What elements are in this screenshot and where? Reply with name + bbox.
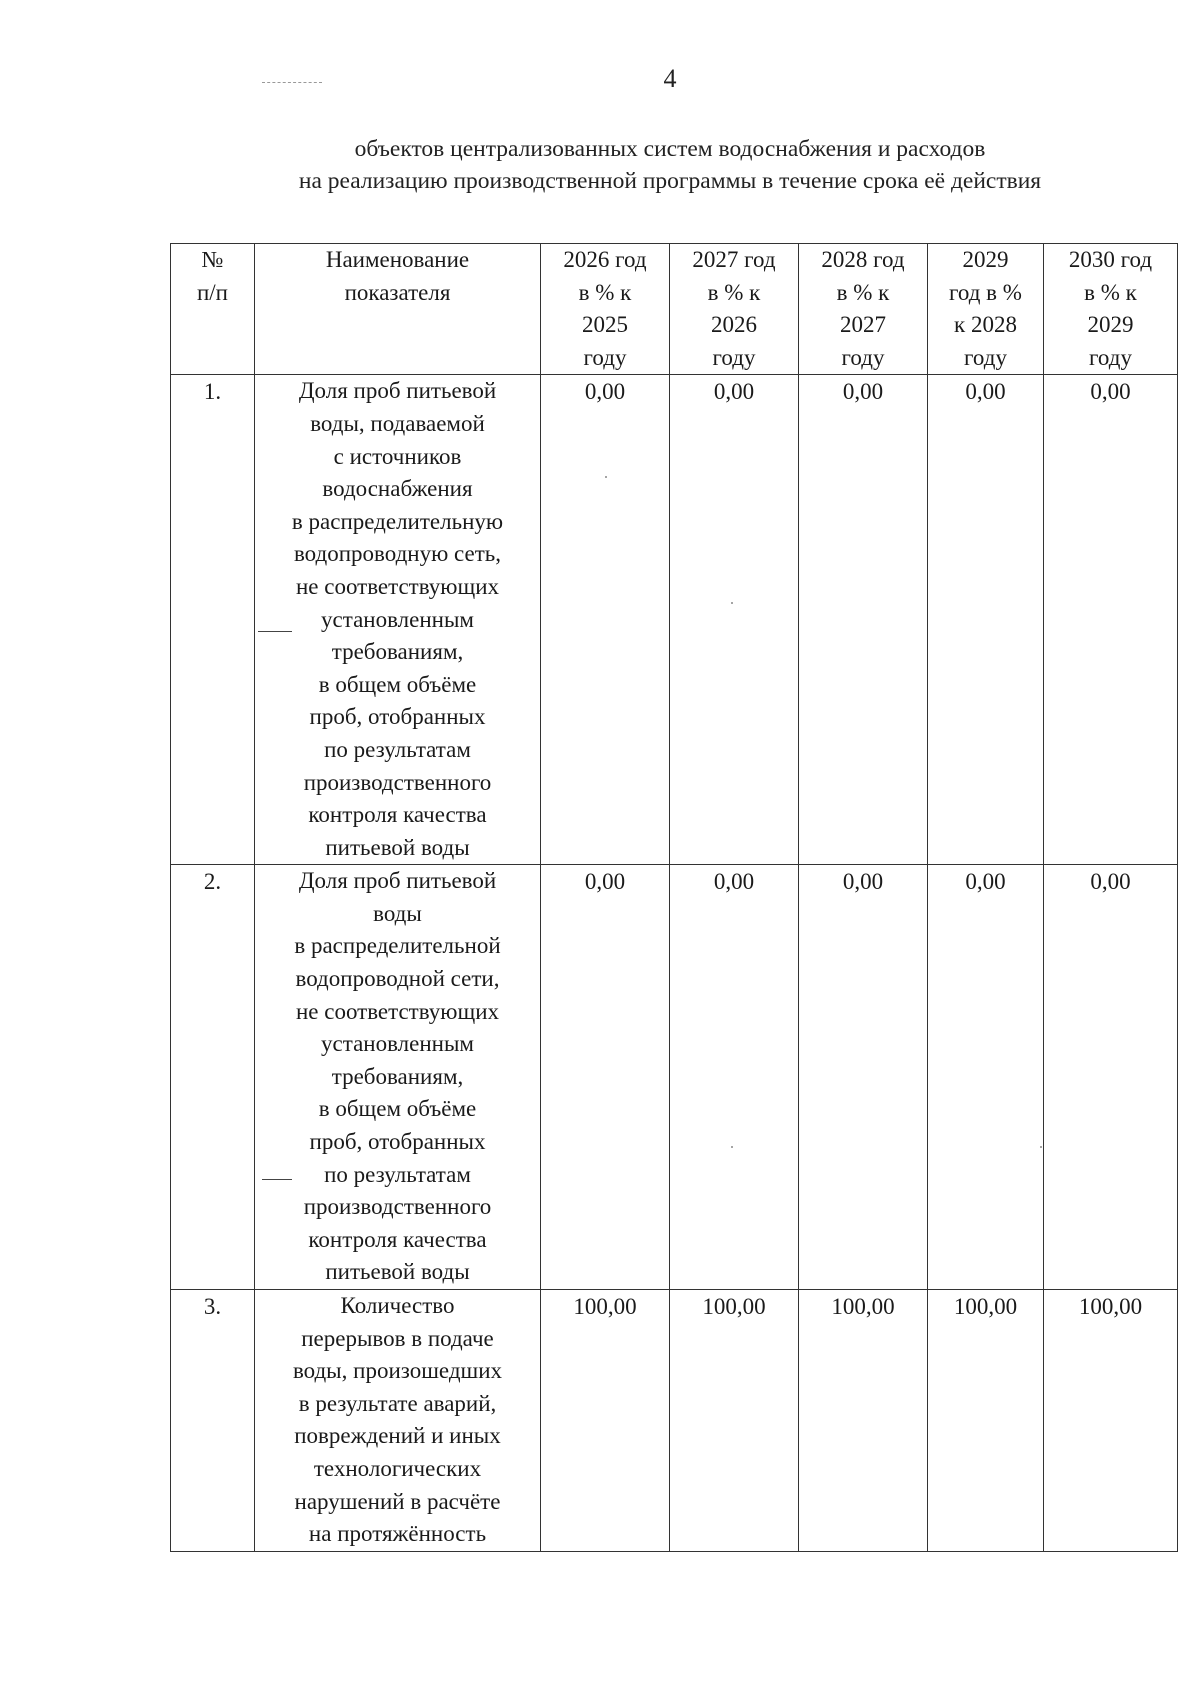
value-2029: 100,00 (928, 1290, 1044, 1552)
indicator-name-line: контроля качества (308, 802, 487, 828)
table-row (171, 375, 1178, 865)
header-year-line: 2028 год (821, 247, 905, 272)
document-heading (140, 133, 1200, 197)
value-2026: 0,00 (541, 865, 670, 1290)
indicator-name-line: в общем объёме (318, 1096, 477, 1122)
indicator-name-line: повреждений и иных (294, 1423, 501, 1449)
header-name-line: Наименование (325, 247, 470, 272)
scan-artifact (1040, 1146, 1042, 1148)
header-year-line: в % к (836, 279, 890, 305)
table-row (171, 865, 1178, 1290)
value-2028: 0,00 (799, 375, 928, 865)
indicator-name-line: контроля качества (308, 1226, 487, 1252)
indicator-name-line: в распределительной (294, 933, 501, 959)
header-year-line: 2027 год (692, 247, 776, 272)
value-2029: 0,00 (928, 865, 1044, 1290)
indicator-name (255, 865, 541, 1290)
indicator-name-line: воды, произошедших (292, 1358, 503, 1384)
indicator-name-line: воды (373, 900, 422, 926)
header-year-2027 (670, 244, 799, 375)
indicator-name-line: установленным (321, 1031, 474, 1057)
row-number: 1. (171, 375, 255, 865)
table-row (171, 1290, 1178, 1552)
indicator-name-line: по результатам (324, 736, 471, 762)
header-year-line: в % к (1084, 279, 1137, 305)
indicator-name-line: проб, отобранных (309, 1129, 486, 1155)
header-year-line: году (841, 344, 885, 370)
value-2027: 0,00 (670, 375, 799, 865)
row-number: 2. (171, 865, 255, 1290)
header-year-2029 (928, 244, 1044, 375)
header-year-2030 (1044, 244, 1178, 375)
indicator-name-line: по результатам (324, 1161, 471, 1187)
header-year-line: году (964, 344, 1007, 370)
header-name-line: показателя (344, 279, 451, 305)
indicator-name-line: питьевой воды (325, 1259, 470, 1285)
heading-line: на реализацию производственной программы в течение срока её действия (298, 168, 1042, 194)
header-year-line: в % к (578, 279, 632, 305)
indicator-name-line: требованиям, (331, 639, 464, 665)
indicator-name (255, 375, 541, 865)
header-year-2028 (799, 244, 928, 375)
header-year-2026 (541, 244, 670, 375)
indicator-name-line: производственного (303, 1194, 492, 1220)
indicator-name-line: перерывов в подаче (301, 1325, 494, 1351)
value-2028: 100,00 (799, 1290, 928, 1552)
header-num (171, 244, 255, 375)
indicators-table (170, 243, 1178, 1552)
header-year-line: в % к (707, 279, 761, 305)
indicator-name-line: Доля проб питьевой (298, 378, 497, 404)
header-year-line: к 2028 (954, 312, 1017, 338)
value-2030: 0,00 (1044, 865, 1178, 1290)
header-year-line: 2026 (711, 312, 757, 338)
heading-line: объектов централизованных систем водоснабжения и расходов (354, 136, 986, 162)
header-year-line: 2030 год (1068, 247, 1153, 272)
header-num-line: № (201, 247, 224, 272)
header-year-line: 2025 (582, 312, 628, 338)
value-2030: 100,00 (1044, 1290, 1178, 1552)
indicator-name-line: нарушений в расчёте (294, 1488, 501, 1514)
indicator-name-line: водопроводной сети, (295, 966, 500, 992)
value-2029: 0,00 (928, 375, 1044, 865)
value-2027: 0,00 (670, 865, 799, 1290)
indicator-name-line: воды, подаваемой (310, 410, 485, 436)
value-2026: 0,00 (541, 375, 670, 865)
header-num-line: п/п (196, 279, 228, 305)
indicator-name-line: производственного (303, 769, 492, 795)
scan-artifact (605, 476, 607, 478)
header-year-line: году (712, 344, 756, 370)
indicator-name-line: водоснабжения (322, 476, 473, 502)
value-2030: 0,00 (1044, 375, 1178, 865)
indicator-name-line: в общем объёме (318, 671, 477, 697)
indicator-name-line: в результате аварий, (298, 1390, 497, 1416)
page-number: 4 (663, 64, 677, 93)
header-year-line: 2027 (840, 312, 886, 338)
indicator-name-line: в распределительную (291, 508, 504, 534)
header-year-line: 2029 (962, 247, 1009, 272)
indicator-name-line: питьевой воды (325, 834, 470, 860)
header-year-line: 2026 год (563, 247, 647, 272)
table-header-row (171, 244, 1178, 375)
row-number: 3. (171, 1290, 255, 1552)
indicator-name-line: Доля проб питьевой (298, 868, 497, 894)
header-year-line: 2029 (1087, 312, 1134, 338)
header-name (255, 244, 541, 375)
indicator-name-line: Количество (340, 1293, 455, 1318)
indicator-name-line: требованиям, (331, 1063, 464, 1089)
value-2028: 0,00 (799, 865, 928, 1290)
header-year-line: году (583, 344, 627, 370)
value-2026: 100,00 (541, 1290, 670, 1552)
indicator-name-line: технологических (313, 1455, 482, 1481)
scan-artifact (258, 631, 292, 633)
indicator-name-line: установленным (321, 606, 474, 632)
scan-artifact (262, 82, 322, 84)
indicator-name-line: не соответствующих (295, 573, 500, 599)
indicator-name-line: проб, отобранных (309, 704, 486, 730)
indicator-name-line: не соответствующих (295, 998, 500, 1024)
indicator-name-line: водопроводную сеть, (293, 541, 502, 567)
indicator-name (255, 1290, 541, 1552)
scan-artifact (731, 1146, 733, 1148)
value-2027: 100,00 (670, 1290, 799, 1552)
indicator-name-line: на протяжённость (308, 1521, 487, 1547)
scan-artifact (262, 1179, 292, 1181)
scan-artifact (731, 602, 733, 604)
indicator-name-line: с источников (333, 443, 462, 469)
header-year-line: год в % (949, 279, 1022, 305)
header-year-line: году (1089, 344, 1132, 370)
